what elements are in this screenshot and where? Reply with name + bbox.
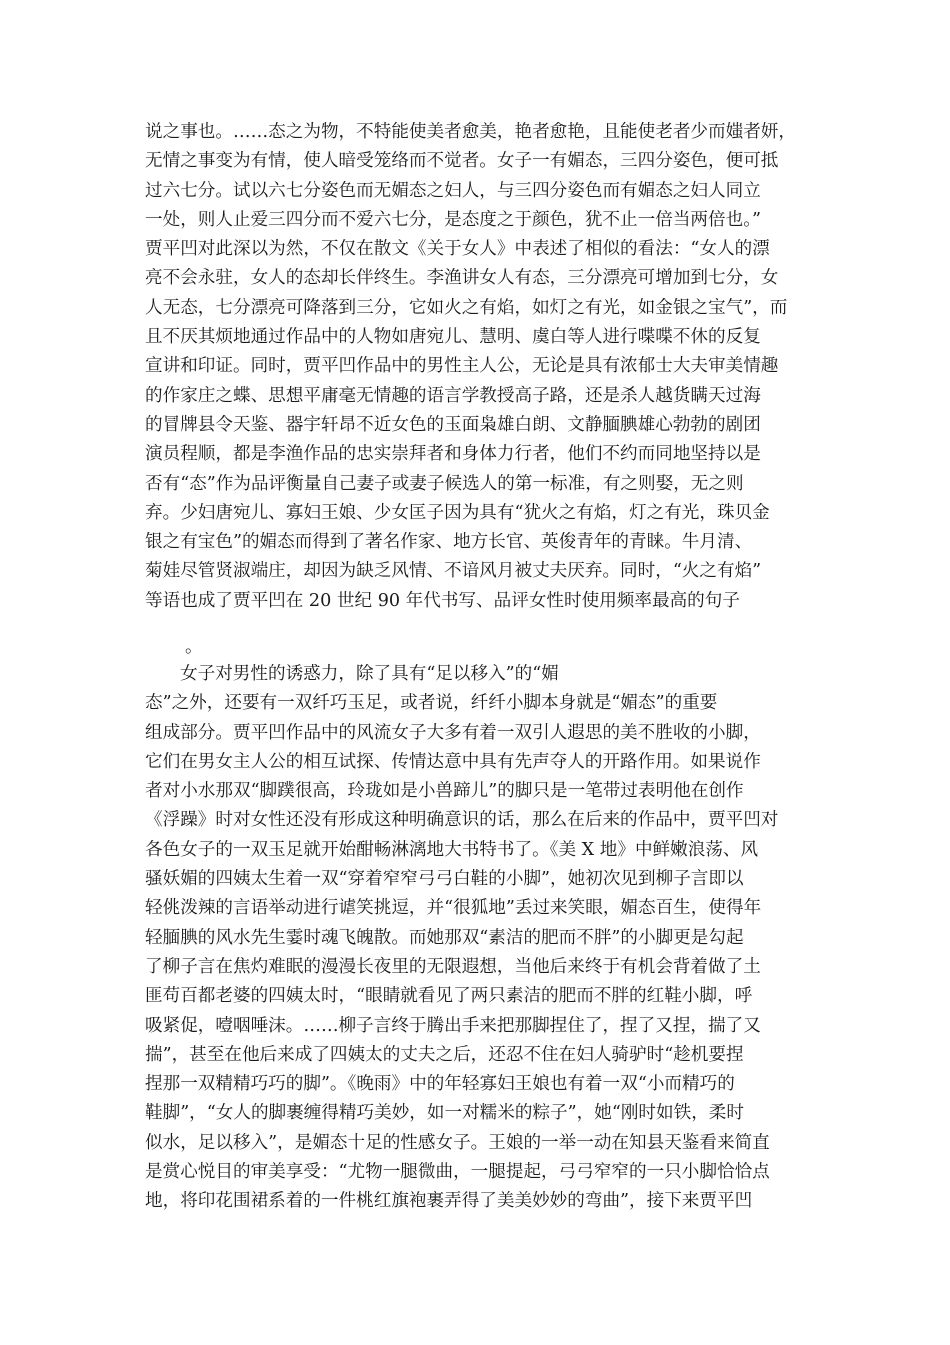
text-line: 银之有宝色”的媚态而得到了著名作家、地方长官、英俊青年的青睐。牛月清、: [145, 532, 753, 553]
text-line: 地，将印花围裙系着的一件桃红旗袍裹弄得了美美妙妙的弯曲”，接下来贾平凹: [145, 1191, 753, 1212]
text-line: 各色女子的一双玉足就开始酣畅淋漓地大书特书了。《美 X 地》中鲜嫩浪荡、风: [145, 839, 759, 860]
text-line: 等语也成了贾平凹在 20 世纪 90 年代书写、品评女性时使用频率最高的句子: [145, 590, 740, 611]
text-line: 人无态，七分漂亮可降落到三分，它如火之有焰，如灯之有光，如金银之宝气”，而: [145, 297, 788, 318]
text-line: 捏那一双精精巧巧的脚”。《晚雨》中的年轻寡妇王娘也有着一双“小而精巧的: [145, 1074, 735, 1095]
text-line: 是赏心悦目的审美享受：“尤物一腿微曲，一腿提起，弓弓窄窄的一只小脚恰恰点: [145, 1162, 770, 1183]
text-line: 组成部分。贾平凹作品中的风流女子大多有着一双引人遐思的美不胜收的小脚，: [145, 722, 761, 743]
text-line: 态”之外，还要有一双纤巧玉足，或者说，纤纤小脚本身就是“媚态”的重要: [145, 693, 718, 714]
text-line: 匪苟百都老婆的四姨太时，“眼睛就看见了两只素洁的肥而不胖的红鞋小脚，呼: [145, 986, 753, 1007]
text-line: 说之事也。……态之为物，不特能使美者愈美，艳者愈艳，且能使老者少而媸者妍，: [145, 122, 796, 142]
text-line: 者对小水那双“脚蹼很高，玲珑如是小兽蹄儿”的脚只是一笔带过表明他在创作: [145, 781, 744, 802]
text-line: 的冒牌县令天鉴、器宇轩昂不近女色的玉面枭雄白朗、文静腼腆雄心勃勃的剧团: [145, 414, 761, 435]
text-line: 鞋脚”，“女人的脚裹缠得精巧美妙，如一对糯米的粽子”，她“刚时如铁，柔时: [145, 1103, 744, 1124]
text-line: 吸紧促，噎咽唾沫。……柳子言终于腾出手来把那脚捏住了，捏了又捏，揣了又: [145, 1015, 761, 1036]
paragraph-body: [145, 660, 810, 1217]
text-line: 似水，足以移入”，是媚态十足的性感女子。王娘的一举一动在知县天鉴看来简直: [145, 1132, 770, 1153]
text-line: 一处，则人止爱三四分而不爱六七分，是态度之于颜色，犹不止一倍当两倍也。”: [145, 209, 761, 230]
text-line: 宣讲和印证。同时，贾平凹作品中的男性主人公，无论是具有浓郁士大夫审美情趣: [145, 356, 779, 377]
text-line: 《浮躁》时对女性还没有形成这种明确意识的话，那么在后来的作品中，贾平凹对: [145, 810, 779, 831]
text-line: 它们在男女主人公的相互试探、传情达意中具有先声夺人的开路作用。如果说作: [145, 751, 761, 772]
text-line: 且不厌其烦地通过作品中的人物如唐宛儿、慧明、虞白等人进行喋喋不休的反复: [145, 327, 761, 348]
text-line: 骚妖媚的四姨太生着一双“穿着窄窄弓弓白鞋的小脚”，她初次见到柳子言即以: [145, 869, 744, 890]
text-line: 了柳子言在焦灼难眠的漫漫长夜里的无限遐想，当他后来终于有机会背着做了土: [145, 956, 761, 977]
text-line: 否有“态”作为品评衡量自己妻子或妻子候选人的第一标准，有之则娶，无之则: [145, 473, 744, 494]
text-line: 轻腼腆的风水先生霎时魂飞魄散。而她那双“素洁的肥而不胖”的小脚更是勾起: [145, 927, 744, 948]
text-line: 演员程顺，都是李渔作品的忠实崇拜者和身体力行者，他们不约而同地坚持以是: [145, 444, 761, 465]
text-line: 过六七分。试以六七分姿色而无媚态之妇人，与三四分姿色而有媚态之妇人同立: [145, 180, 761, 201]
text-line: 菊娃尽管贤淑端庄，却因为缺乏风情、不谙风月被丈夫厌弃。同时，“火之有焰”: [145, 561, 762, 582]
text-line: 轻佻泼辣的言语举动进行谑笑挑逗，并“很狐地”丢过来笑眼，媚态百生，使得年: [145, 898, 762, 919]
stray-punctuation: [145, 633, 810, 662]
text-line: 的作家庄之蝶、思想平庸毫无情趣的语言学教授高子路，还是杀人越货瞒天过海: [145, 385, 761, 406]
text-line: 无情之事变为有情，使人暗受笼络而不觉者。女子一有媚态，三四分姿色，便可抵: [145, 151, 779, 172]
text-line: 亮不会永驻，女人的态却长伴终生。李渔讲女人有态，三分漂亮可增加到七分，女: [145, 268, 779, 289]
text-line: 弃。少妇唐宛儿、寡妇王娘、少女匡子因为具有“犹火之有焰，灯之有光，珠贝金: [145, 502, 770, 523]
paragraph-first-line: 女子对男性的诱惑力，除了具有“足以移入”的“媚: [180, 664, 559, 684]
text-line: 揣”，甚至在他后来成了四姨太的丈夫之后，还忍不住在妇人骑驴时“趁机要捏: [145, 1044, 744, 1065]
paragraph-continuation: [145, 118, 810, 616]
period-mark: 。: [185, 637, 203, 657]
text-line: 贾平凹对此深以为然，不仅在散文《关于女人》中表述了相似的看法：“女人的漂: [145, 239, 770, 260]
